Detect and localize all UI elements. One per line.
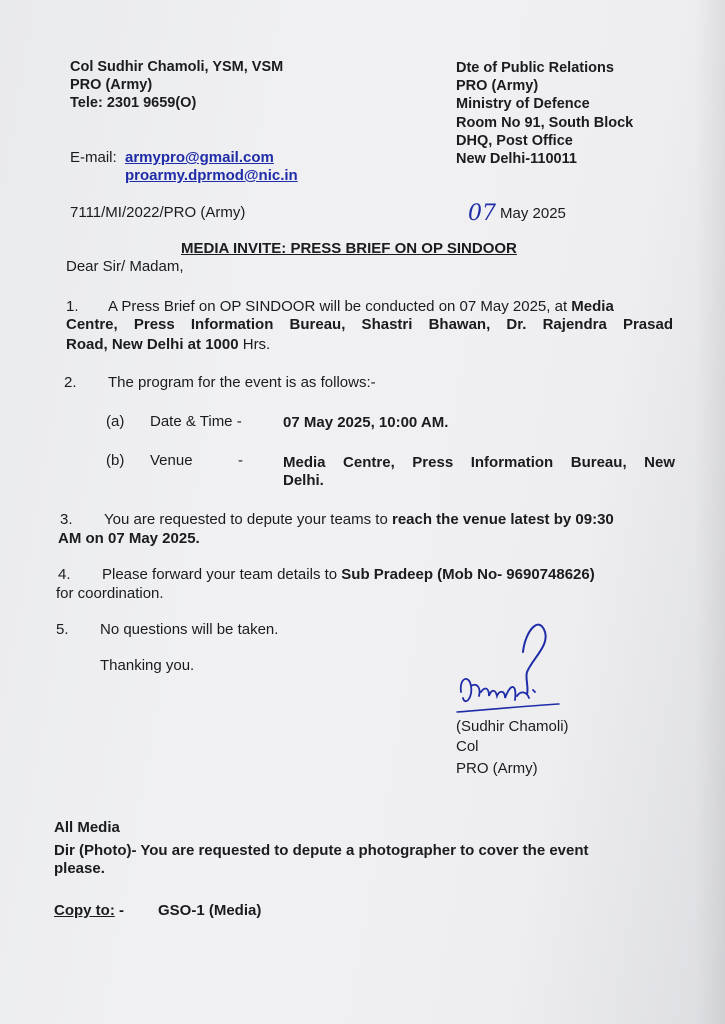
para-2-text: The program for the event is as follows:- [108,374,376,391]
paper-edge-shadow [695,0,725,1024]
para-5-text: No questions will be taken. [100,621,279,638]
signatory-rank: Col [456,738,479,755]
para-1-line-2: Centre, Press Information Bureau, Shastri Bhawan, Dr. Rajendra Prasad [66,316,673,333]
para-1-line-3-bold: Road, New Delhi at 1000 [66,336,239,353]
para-1-line-3-end: Hrs. [242,336,271,353]
para-1-bold: Media [571,298,614,315]
item-a-key: Date & Time - [150,413,242,430]
para-4-line-1 [102,566,595,584]
signatory-name: (Sudhir Chamoli) [456,718,569,735]
signature-mark [455,612,565,722]
sender-name: Col Sudhir Chamoli, YSM, VSM [70,59,284,75]
office-line-3: Ministry of Defence [456,96,590,112]
subject-heading: MEDIA INVITE: PRESS BRIEF ON OP SINDOOR [181,240,517,257]
item-b-label: (b) [106,452,125,469]
reference-number: 7111/MI/2022/PRO (Army) [70,204,246,221]
item-a-label: (a) [106,413,125,430]
para-1-line-3 [66,336,270,354]
distribution-line-1: Dir (Photo)- You are requested to depute a photographer to cover the event [54,842,589,859]
office-line-4: Room No 91, South Block [456,115,634,131]
item-b-dash: - [238,452,243,469]
item-b-key: Venue [150,452,193,469]
para-3-bold: reach the venue latest by 09:30 [391,511,614,528]
office-line-6: New Delhi-110011 [456,151,577,167]
para-1-line-1 [108,298,614,316]
closing-text: Thanking you. [100,657,195,674]
signatory-designation: PRO (Army) [456,760,538,777]
para-1-text: A Press Brief on OP SINDOOR will be conducted on 07 May 2025, at [108,298,568,315]
para-2-number: 2. [64,374,77,391]
item-b-value-line-1: Media Centre, Press Information Bureau, New [283,454,675,471]
para-4-line-2: for coordination. [56,585,164,602]
handwritten-day-text: 07 [468,201,496,226]
salutation: Dear Sir/ Madam, [66,258,184,275]
item-b-value-line-2: Delhi. [283,472,324,489]
email-label: E-mail: [70,149,117,166]
email-link-1[interactable]: armypro@gmail.com [125,149,274,166]
sender-designation: PRO (Army) [70,77,153,93]
office-line-2: PRO (Army) [456,78,539,94]
para-4-bold: Sub Pradeep (Mob No- 9690748626) [341,566,595,583]
para-5-number: 5. [56,621,69,638]
copy-to-dash: - [119,902,124,919]
date-printed: May 2025 [500,205,566,222]
copy-to-label: Copy to: [54,902,115,919]
copy-to-value: GSO-1 (Media) [158,902,262,919]
para-3-text: You are requested to depute your teams to [104,511,388,528]
para-1-number: 1. [66,298,79,315]
para-3-line-1 [104,511,614,529]
para-4-text: Please forward your team details to [102,566,338,583]
tele-label: Tele: [70,95,103,111]
para-3-line-2: AM on 07 May 2025. [58,530,200,547]
sender-tele [70,94,196,112]
office-line-1: Dte of Public Relations [456,60,614,76]
tele-number: 2301 9659(O) [106,95,197,111]
copy-to [54,902,124,920]
distribution-line-2: please. [54,860,105,877]
para-3-number: 3. [60,511,73,528]
office-line-5: DHQ, Post Office [456,133,573,149]
email-link-2[interactable]: proarmy.dprmod@nic.in [125,167,298,184]
para-4-number: 4. [58,566,71,583]
item-a-value: 07 May 2025, 10:00 AM. [283,414,449,431]
distribution-heading: All Media [54,819,120,836]
